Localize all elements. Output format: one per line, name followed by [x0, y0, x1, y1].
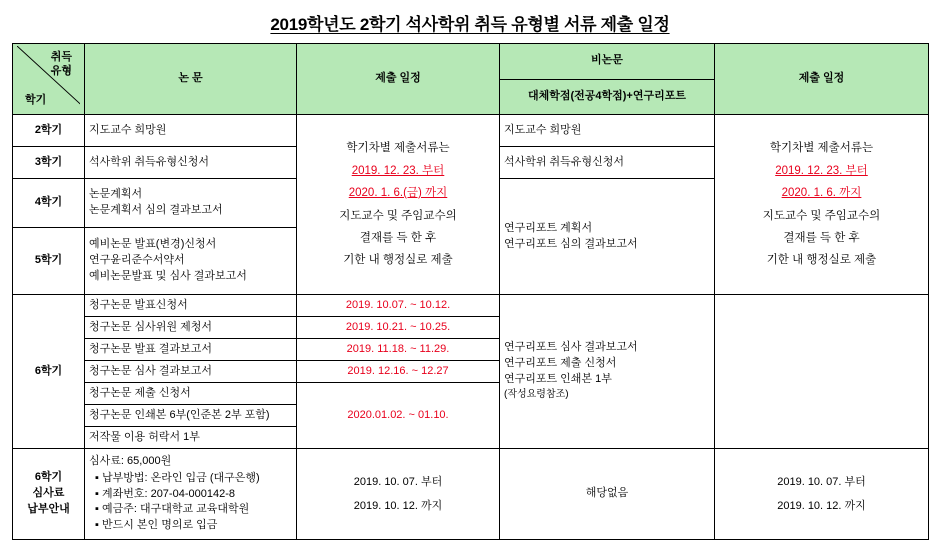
- page-title: 2019학년도 2학기 석사학위 취득 유형별 서류 제출 일정: [270, 15, 670, 34]
- note-line: 지도교수 및 주임교수의: [762, 209, 881, 222]
- non-thesis-doc-note: (작성요령참조): [504, 389, 569, 401]
- thesis-doc: 지도교수 희망원: [85, 115, 297, 147]
- note-line: 기한 내 행정실로 제출: [766, 254, 877, 267]
- thesis-doc: 석사학위 취득유형신청서: [85, 147, 297, 179]
- fee-title: 심사료: 65,000원: [89, 454, 172, 467]
- note-line: 학기차별 제출서류는: [769, 142, 874, 155]
- thesis-doc-group: [85, 228, 297, 295]
- fee-due-line: 2019. 10. 07. 부터: [353, 475, 443, 488]
- thesis-doc: 논문계획서: [89, 188, 143, 201]
- header-corner-cell: [13, 44, 85, 115]
- fee-due-line: 2019. 10. 12. 까지: [353, 500, 443, 512]
- schedule-table: [12, 43, 929, 540]
- non-thesis-doc: 연구리포트 계획서: [504, 221, 593, 234]
- thesis-due: 2019. 11.18. ~ 11.29.: [297, 339, 500, 361]
- semester-label: 5학기: [13, 228, 85, 295]
- non-thesis-due-note: [715, 115, 929, 295]
- note-line: 지도교수 및 주임교수의: [339, 209, 457, 222]
- non-thesis-doc: 지도교수 희망원: [500, 115, 715, 147]
- header-thesis: 논 문: [85, 44, 297, 115]
- thesis-doc: 저작물 이용 허락서 1부: [85, 427, 297, 449]
- fee-item: ▪ 납부방법: 온라인 입금 (대구은행): [95, 471, 260, 484]
- header-thesis-due: 제출 일정: [297, 44, 500, 115]
- header-non-thesis: 비논문: [500, 44, 715, 80]
- fee-due-line: 2019. 10. 12. 까지: [777, 500, 866, 512]
- note-line: 기한 내 행정실로 제출: [343, 254, 453, 267]
- non-thesis-doc: 연구리포트 인쇄본 1부: [504, 373, 612, 386]
- header-non-thesis-sub: 대체학점(전공4학점)+연구리포트: [500, 79, 715, 115]
- semester-label: 2학기: [13, 115, 85, 147]
- fee-item: ▪ 계좌번호: 207-04-000142-8: [95, 487, 235, 500]
- thesis-doc: 청구논문 발표 결과보고서: [85, 339, 297, 361]
- fee-semester-line: 6학기: [34, 471, 63, 484]
- thesis-doc: 청구논문 제출 신청서: [85, 383, 297, 405]
- table-row-fee: [13, 449, 929, 540]
- non-thesis-doc: 연구리포트 심사 결과보고서: [504, 341, 638, 354]
- corner-label-semester: 학기: [25, 94, 47, 107]
- fee-semester-line: 심사료: [32, 487, 65, 500]
- fee-item: ▪ 반드시 본인 명의로 입금: [95, 519, 218, 532]
- thesis-doc: 논문계획서 심의 결과보고서: [89, 204, 223, 216]
- thesis-doc: 청구논문 인쇄본 6부(인준본 2부 포함): [85, 405, 297, 427]
- thesis-due: 2019. 10.21. ~ 10.25.: [297, 317, 500, 339]
- fee-non-thesis: 해당없음: [500, 449, 715, 540]
- non-thesis-doc: 연구리포트 심의 결과보고서: [504, 237, 638, 250]
- fee-due-line: 2019. 10. 07. 부터: [777, 475, 866, 488]
- note-line: 결재를 득 한 후: [359, 231, 437, 244]
- fee-details: [85, 449, 297, 540]
- note-line: 2019. 12. 23. 부터: [775, 164, 868, 177]
- thesis-doc: 청구논문 심사위원 제청서: [85, 317, 297, 339]
- thesis-doc: 예비논문발표 및 심사 결과보고서: [89, 269, 247, 282]
- semester-label: 6학기: [13, 295, 85, 449]
- thesis-due: 2019. 10.07. ~ 10.12.: [297, 295, 500, 317]
- fee-thesis-due: [297, 449, 500, 540]
- fee-item: ▪ 예금주: 대구대학교 교육대학원: [95, 503, 250, 516]
- thesis-doc: 연구윤리준수서약서: [89, 254, 185, 267]
- thesis-doc: 청구논문 심사 결과보고서: [85, 361, 297, 383]
- thesis-due: 2019. 12.16. ~ 12.27: [297, 361, 500, 383]
- semester-label: 3학기: [13, 147, 85, 179]
- note-line: 2020. 1. 6. 까지: [781, 187, 862, 200]
- table-header-row: [13, 44, 929, 80]
- note-line: 결재를 득 한 후: [783, 231, 860, 244]
- thesis-due-text: 2020.01.02. ~ 01.10.: [347, 408, 449, 421]
- thesis-doc-group: [85, 179, 297, 228]
- semester-label-fee: [13, 449, 85, 540]
- non-thesis-doc-group: [500, 295, 715, 449]
- semester-label: 4학기: [13, 179, 85, 228]
- header-non-thesis-due: 제출 일정: [715, 44, 929, 115]
- note-line: 2019. 12. 23. 부터: [351, 164, 445, 177]
- non-thesis-doc-group: [500, 179, 715, 295]
- non-thesis-due-empty: [715, 295, 929, 449]
- fee-non-thesis-due: [715, 449, 929, 540]
- table-row: [13, 295, 929, 317]
- note-line: 학기차별 제출서류는: [346, 142, 450, 155]
- thesis-due: [297, 383, 500, 449]
- non-thesis-doc: 석사학위 취득유형신청서: [500, 147, 715, 179]
- table-row: [13, 115, 929, 147]
- note-line: 2020. 1. 6.(금) 까지: [348, 187, 448, 200]
- non-thesis-doc: 연구리포트 제출 신청서: [504, 357, 617, 370]
- thesis-doc: 청구논문 발표신청서: [85, 295, 297, 317]
- thesis-doc: 예비논문 발표(변경)신청서: [89, 238, 217, 251]
- corner-label-type: 취득 유형: [50, 51, 72, 78]
- thesis-due-note: [297, 115, 500, 295]
- fee-semester-line: 납부안내: [27, 502, 70, 515]
